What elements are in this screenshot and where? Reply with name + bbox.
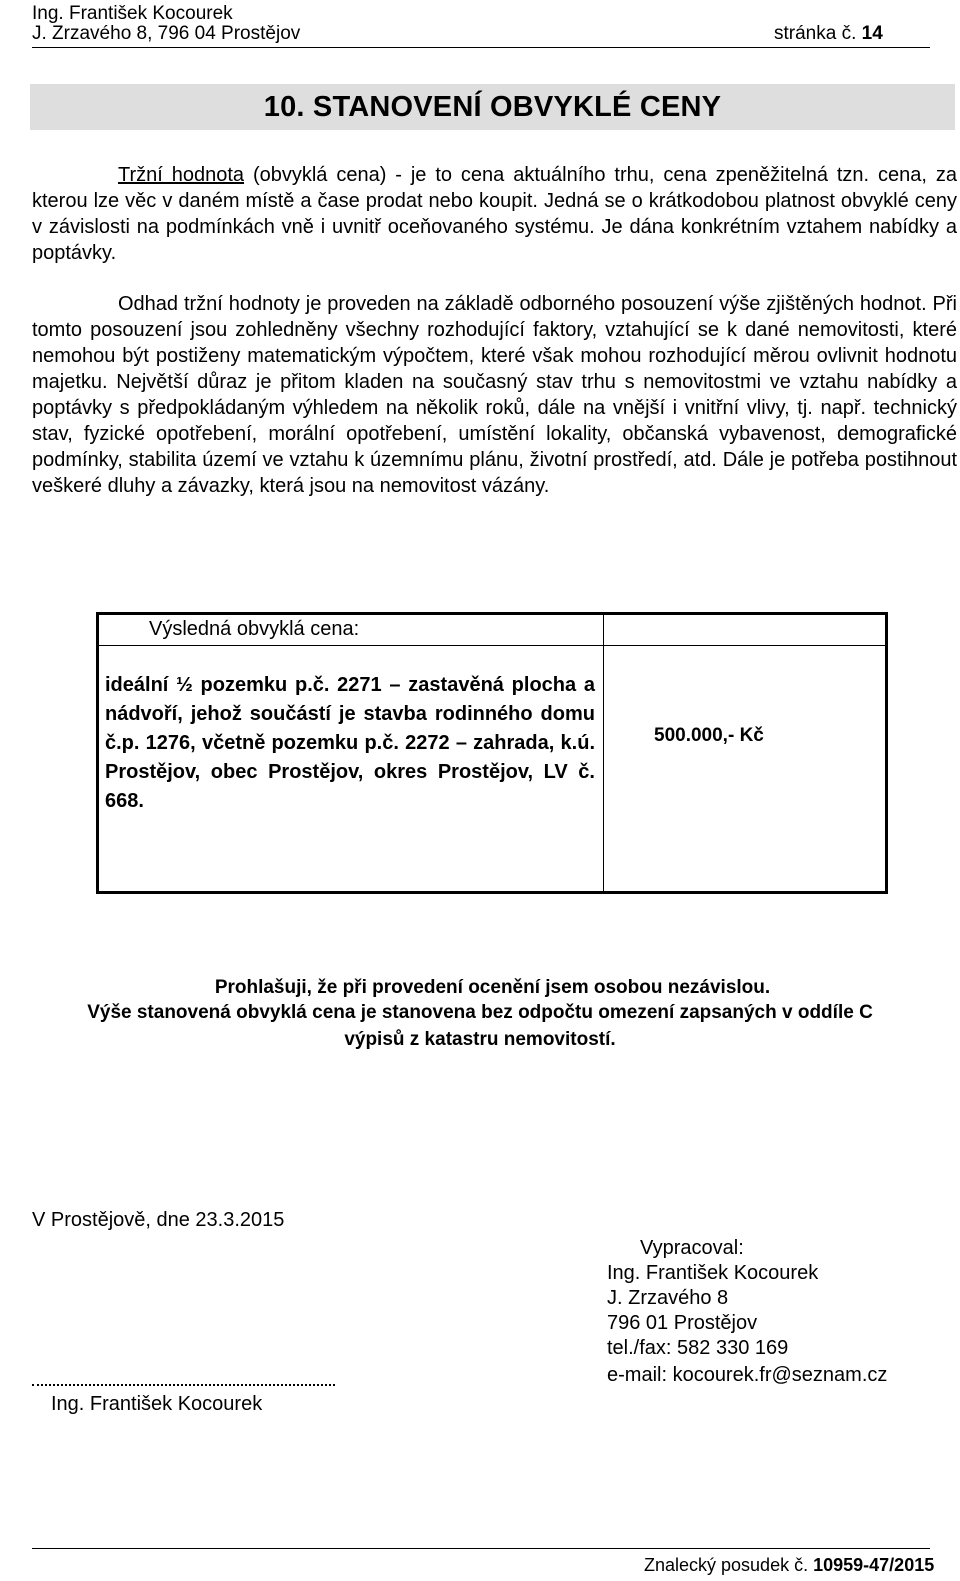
result-table bbox=[96, 612, 888, 894]
result-price-cell bbox=[604, 615, 885, 891]
paragraph-market-value-text: (obvyklá cena) - je to cena aktuálního trhu, cena zpeněžitelná tzn. cena, za kterou lze věc v daném místě a čase prodat nebo koupit. Jedná se o krátkodobou platnost obvyklé ceny v závislosti na podmínkách vně i uvnitř oceňovaného systému. Je dána konkrétním vztahem nabídky a poptávky. bbox=[32, 164, 957, 264]
prepared-by-label: Vypracoval: bbox=[640, 1237, 744, 1259]
result-description: ideální ½ pozemku p.č. 2271 – zastavěná plocha a nádvoří, jehož součástí je stavba rodinného domu č.p. 1276, včetně pozemku p.č. 2272 – zahrada, k.ú. Prostějov, obec Prostějov, okres Prostějov, LV č. 668. bbox=[105, 674, 595, 812]
term-market-value: Tržní hodnota bbox=[118, 164, 245, 186]
footer-number: 10959-47/2015 bbox=[813, 1555, 935, 1575]
declaration-independence: Prohlašuji, že při provedení ocenění jsem osobou nezávislou. bbox=[214, 977, 771, 998]
paragraph-estimate: Odhad tržní hodnoty je proveden na základě odborného posouzení výše zjištěných hodnot. Při tomto posouzení jsou zohledněny všechny rozhodující faktory, vztahující se k dané nemovitosti, které nemohou být postiženy matematickým výpočtem, které však mohou rozhodující měrou ovlivnit hodnotu majetku. Největší důraz je přitom kladen na současný stav trhu s nemovitostmi ve vztahu nabídky a poptávky s předpokládaným výhledem na několik roků, dále na vnější i vnitřní vlivy, tj. např. technický stav, fyzické opotřebení, morální opotřebení, umístění lokality, občanská vybavenost, demografické podmínky, stabilita území ve vztahu k územnímu plánu, životní prostředí, atd. Dále je potřeba postihnout veškeré dluhy a závazky, která jsou na nemovitost vázány. bbox=[32, 293, 957, 497]
prepared-by-city: 796 01 Prostějov bbox=[607, 1312, 758, 1334]
header-author: Ing. František Kocourek bbox=[32, 3, 233, 24]
declaration-price: Výše stanovená obvyklá cena je stanovena bez odpočtu omezení zapsaných v oddíle C výpisů z katastru nemovitostí. bbox=[87, 1002, 873, 1050]
result-description-cell bbox=[99, 615, 604, 891]
place-date: V Prostějově, dne 23.3.2015 bbox=[32, 1209, 285, 1231]
header-page bbox=[774, 23, 883, 45]
prepared-by-phone: tel./fax: 582 330 169 bbox=[607, 1337, 789, 1359]
prepared-by-email: e-mail: kocourek.fr@seznam.cz bbox=[607, 1364, 888, 1386]
section-title-band bbox=[30, 84, 955, 130]
section-title: 10. STANOVENÍ OBVYKLÉ CENY bbox=[263, 90, 722, 123]
footer-label: Znalecký posudek č. bbox=[644, 1555, 809, 1575]
header-divider bbox=[32, 47, 930, 48]
result-row-divider bbox=[99, 645, 603, 646]
signature-line bbox=[32, 1384, 335, 1386]
result-row-divider-right bbox=[604, 645, 885, 646]
result-label: Výsledná obvyklá cena: bbox=[149, 618, 360, 640]
prepared-by-name: Ing. František Kocourek bbox=[607, 1262, 819, 1284]
footer-report bbox=[644, 1555, 934, 1576]
result-price: 500.000,- Kč bbox=[654, 725, 764, 746]
prepared-by-street: J. Zrzavého 8 bbox=[607, 1287, 729, 1309]
page-label: stránka č. bbox=[774, 23, 857, 44]
paragraph-market-value bbox=[32, 162, 957, 266]
footer-divider bbox=[32, 1548, 930, 1549]
page-number: 14 bbox=[861, 23, 883, 44]
header-address: J. Zrzavého 8, 796 04 Prostějov bbox=[32, 23, 301, 44]
signature-name: Ing. František Kocourek bbox=[51, 1393, 263, 1415]
